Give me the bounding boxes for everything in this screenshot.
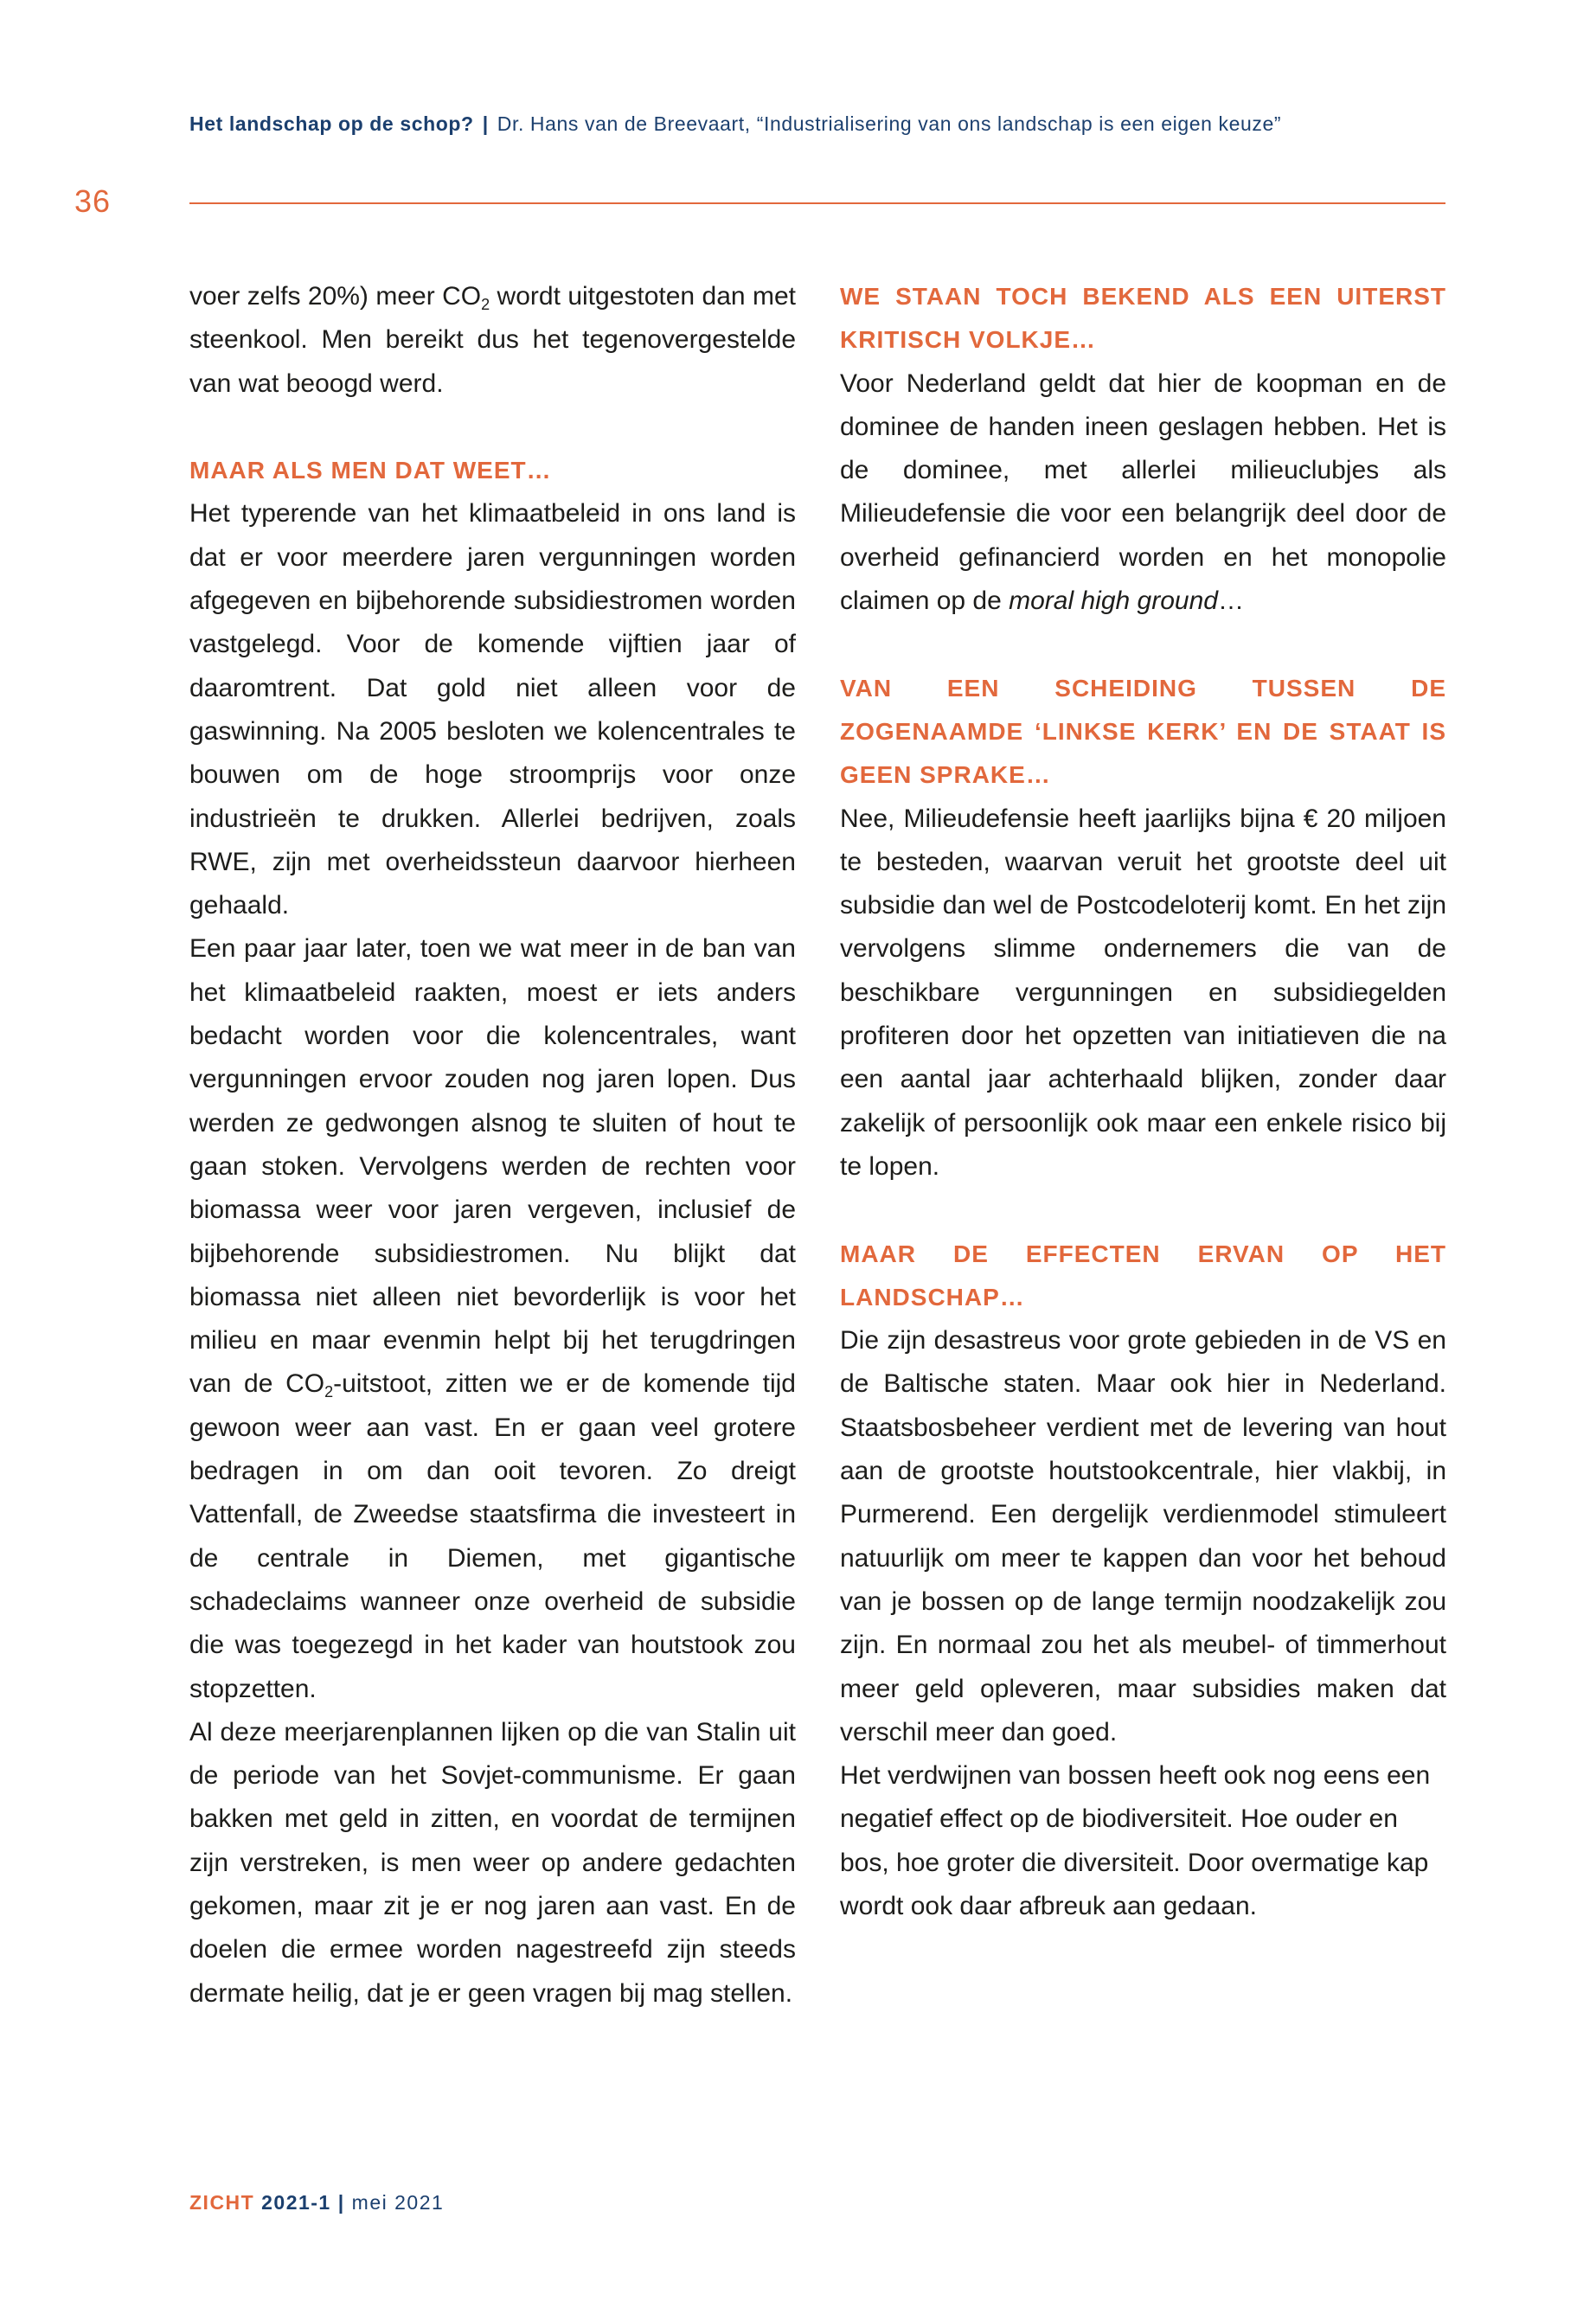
running-header: [189, 112, 1281, 136]
header-series-title: Het landschap op de schop?: [189, 112, 474, 135]
footer-magazine: ZICHT: [189, 2191, 255, 2214]
body-paragraph: Een paar jaar later, toen we wat meer in de ban van het klimaatbeleid raakten, moest er iets anders bedacht worden voor die kolencentrales, want vergunningen ervoor zouden nog jaren lopen. Dus werden ze gedwongen alsnog te sluiten of hout te gaan stoken. Vervolgens werden de rechten voor biomassa weer voor jaren vergeven, inclusief de bijbehorende subsidiestromen. Nu blijkt dat biomassa niet alleen niet bevorderlijk is voor het milieu en maar evenmin helpt bij het terugdringen van de $CO_2$-uitstoot, zitten we er de komende tijd gewoon weer aan vast. En er gaan veel grotere bedragen in om dan ooit tevoren. Zo dreigt Vattenfall, de Zweedse staatsfirma die investeert in de centrale in Diemen, met gigantische schadeclaims wanneer onze overheid de subsidie die was toegezegd in het kader van houtstook zou stopzetten.: [189, 934, 796, 1703]
section-heading: MAAR ALS MEN DAT WEET…: [189, 457, 552, 484]
page-number: 36: [74, 183, 112, 219]
footer-date: mei 2021: [351, 2191, 445, 2214]
left-column: [189, 275, 796, 2016]
section-heading: VAN EEN SCHEIDING TUSSEN DE ZOGENAAMDE ‘LINKSE KERK’ EN DE STAAT IS GEEN SPRAKE…: [840, 674, 1446, 789]
page-footer: [189, 2191, 444, 2214]
body-paragraph: Voor Nederland geldt dat hier de koopman en de dominee de handen ineen geslagen hebben. Het is de dominee, met allerlei milieuclubjes als Milieudefensie die voor een belangrijk deel door de overheid gefinancierd worden en het monopolie claimen op de moral high ground…: [840, 369, 1446, 616]
body-paragraph: Die zijn desastreus voor grote gebieden in de VS en de Baltische staten. Maar ook hier in Nederland. Staatsbosbeheer verdient met de levering van hout aan de grootste houtstookcentrale, hier vlakbij, in Purmerend. Een dergelijk verdienmodel stimuleert natuurlijk om meer te kappen dan voor het behoud van je bossen op de lange termijn noodzakelijk zou zijn. En normaal zou het als meubel- of timmerhout meer geld opleveren, maar subsidies maken dat verschil meer dan goed.: [840, 1326, 1446, 1747]
section-heading: WE STAAN TOCH BEKEND ALS EEN UITERST KRITISCH VOLKJE…: [840, 283, 1446, 354]
body-paragraph: Het verdwijnen van bossen heeft ook nog eens een negatief effect op de biodiversiteit. Hoe ouder en bos, hoe groter die diversiteit. Door overmatige kap wordt ook daar afbreuk aan gedaan.: [840, 1761, 1431, 1920]
footer-separator: |: [337, 2191, 345, 2214]
body-paragraph: Al deze meerjarenplannen lijken op die van Stalin uit de periode van het Sovjet-communisme. Er gaan bakken met geld in zitten, en voordat de termijnen zijn verstreken, is men weer op andere gedachten gekomen, maar zit je er nog jaren aan vast. En de doelen die ermee worden nagestreefd zijn steeds dermate heilig, dat je er geen vragen bij mag stellen.: [189, 1717, 796, 2008]
body-paragraph: Het typerende van het klimaatbeleid in ons land is dat er voor meerdere jaren vergunningen worden afgegeven en bijbehorende subsidiestromen worden vastgelegd. Voor de komende vijftien jaar of daaromtrent. Dat gold niet alleen voor de gaswinning. Na 2005 besloten we kolencentrales te bouwen om de hoge stroomprijs voor onze industrieën te drukken. Allerlei bedrijven, zoals RWE, zijn met overheidssteun daarvoor hierheen gehaald.: [189, 499, 796, 920]
header-divider: [189, 202, 1445, 204]
body-paragraph: Nee, Milieudefensie heeft jaarlijks bijna € 20 miljoen te besteden, waarvan veruit het grootste deel uit subsidie dan wel de Postcodeloterij komt. En het zijn vervolgens slimme ondernemers die van de beschikbare vergunningen en subsidiegelden profiteren door het opzetten van initiatieven die na een aantal jaar achterhaald blijken, zonder daar zakelijk of persoonlijk ook maar een enkele risico bij te lopen.: [840, 804, 1446, 1181]
header-article-title: Dr. Hans van de Breevaart, “Industrialisering van ons landschap is een eigen keuze”: [497, 112, 1282, 135]
intro-paragraph: voer zelfs 20%) meer $CO_2$ wordt uitgestoten dan met steenkool. Men bereikt dus het tegenovergestelde van wat beoogd werd.: [189, 282, 796, 398]
section-heading: MAAR DE EFFECTEN ERVAN OP HET LANDSCHAP…: [840, 1240, 1446, 1311]
header-separator: |: [482, 112, 489, 135]
footer-issue: 2021-1: [261, 2191, 331, 2214]
right-column: [840, 275, 1446, 1928]
